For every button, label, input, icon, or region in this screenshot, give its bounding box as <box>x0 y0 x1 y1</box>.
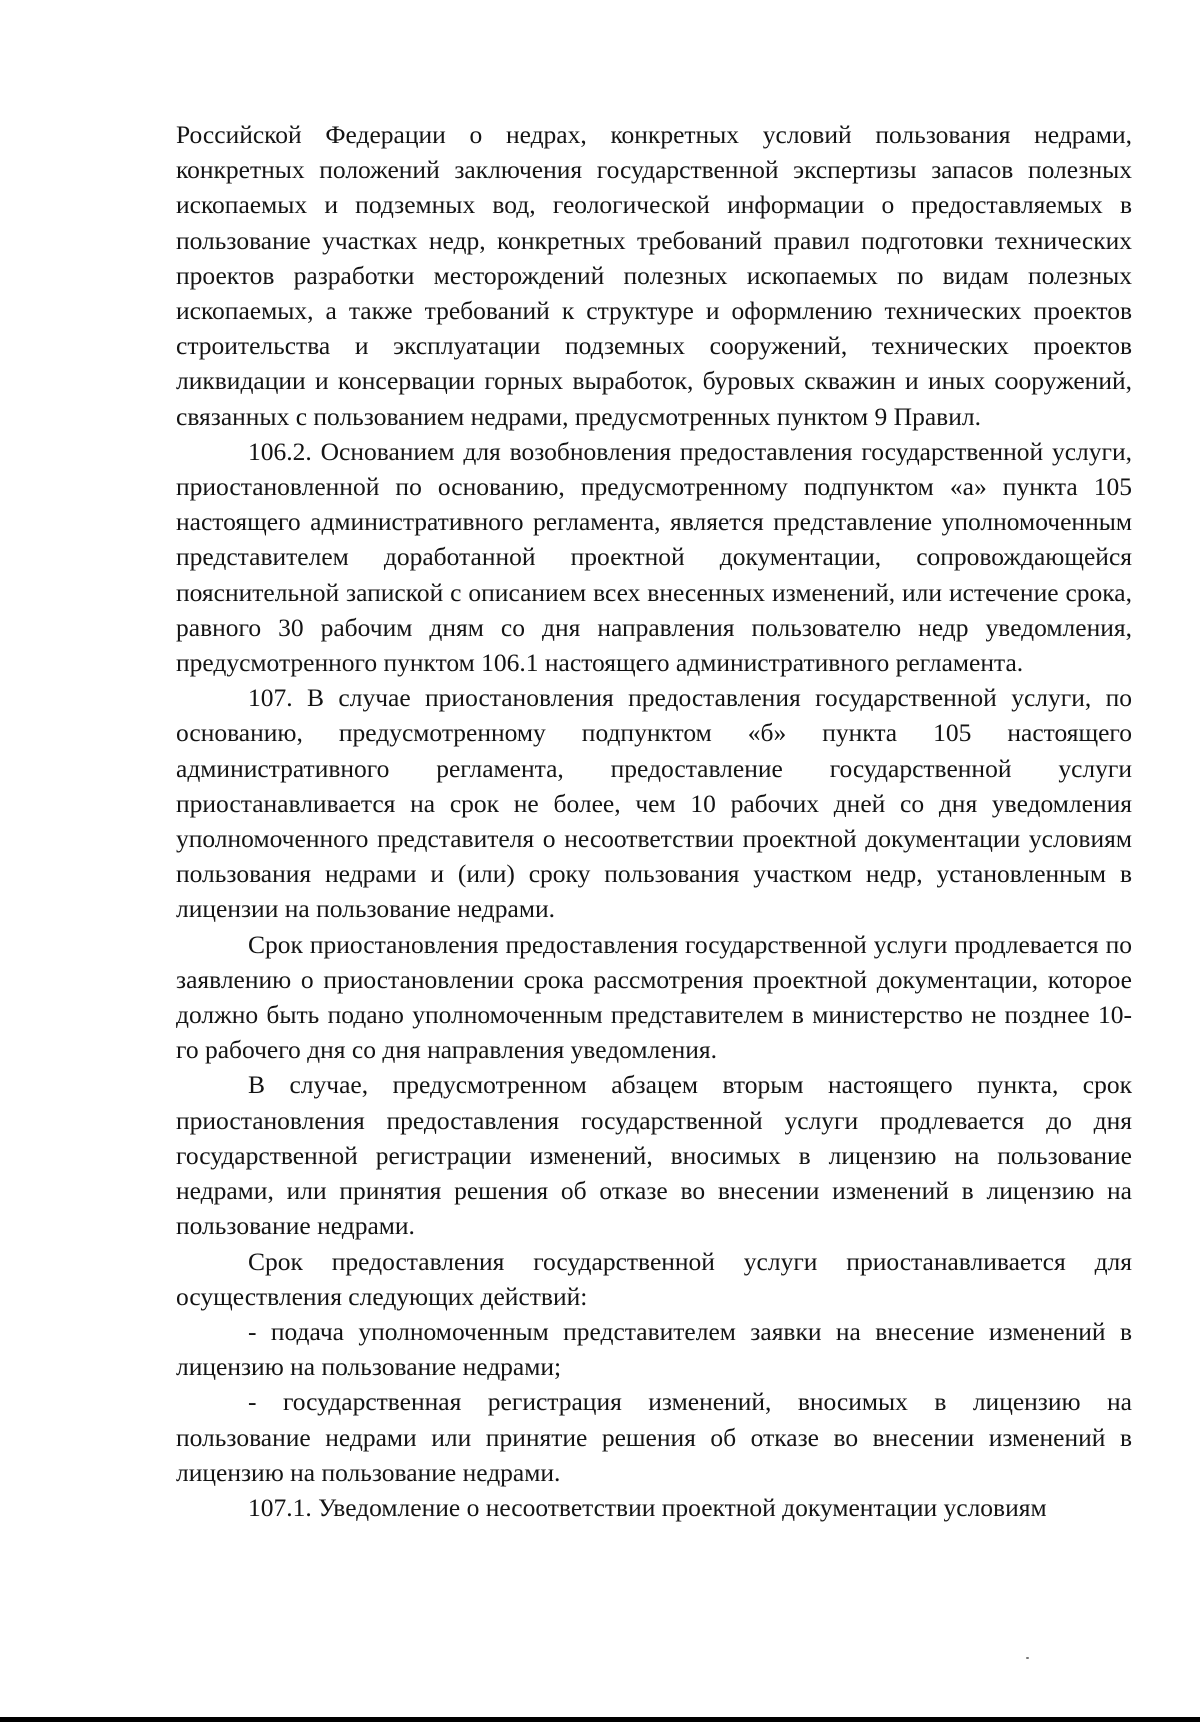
scan-speck <box>1026 1657 1029 1659</box>
paragraph-extension-case: В случае, предусмотренном абзацем вторым настоящего пункта, срок приостановления предоставления государственной услуги продлевается до дня государственной регистрации изменений, вносимых в лицензию на пользование недрами, или принятия решения об отказе во внесении изменений в лицензию на пользование недрами. <box>176 1070 1132 1241</box>
body-text <box>176 117 1132 1525</box>
paragraph-continuation: Российской Федерации о недрах, конкретных условий пользования недрами, конкретных положений заключения государственной экспертизы запасов полезных ископаемых и подземных вод, геологической информации о предоставляемых в пользование участках недр, конкретных требований правил подготовки технических проектов разработки месторождений полезных ископаемых по видам полезных ископаемых, а также требований к структуре и оформлению технических проектов строительства и эксплуатации подземных сооружений, технических проектов ликвидации и консервации горных выработок, буровых скважин и иных сооружений, связанных с пользованием недрами, предусмотренных пунктом 9 Правил. <box>176 120 1132 431</box>
list-item-registration: - государственная регистрация изменений, вносимых в лицензию на пользование недрами или принятие решения об отказе во внесении изменений в лицензию на пользование недрами. <box>176 1387 1132 1487</box>
paragraph-107: 107. В случае приостановления предоставления государственной услуги, по основанию, предусмотренному подпунктом «б» пункта 105 настоящего административного регламента, предоставление государственной услуги приостанавливается на срок не более, чем 10 рабочих дней со дня уведомления уполномоченного представителя о несоответствии проектной документации условиям пользования недрами и (или) сроку пользования участком недр, установленным в лицензии на пользование недрами. <box>176 683 1132 924</box>
paragraph-suspension-actions: Срок предоставления государственной услуги приостанавливается для осуществления следующих действий: <box>176 1246 1132 1311</box>
paragraph-107-1: 107.1. Уведомление о несоответствии проектной документации условиям <box>248 1492 1047 1522</box>
paragraph-suspension-extension: Срок приостановления предоставления государственной услуги продлевается по заявлению о приостановлении срока рассмотрения проектной документации, которое должно быть подано уполномоченным представителем в министерство не позднее 10-го рабочего дня со дня направления уведомления. <box>176 929 1132 1065</box>
paragraph-106-2: 106.2. Основанием для возобновления предоставления государственной услуги, приостановленной по основанию, предусмотренному подпунктом «а» пункта 105 настоящего административного регламента, является представление уполномоченным представителем доработанной проектной документации, сопровождающейся пояснительной запиской с описанием всех внесенных изменений, или истечение срока, равного 30 рабочим дням со дня направления пользователю недр уведомления, предусмотренного пунктом 106.1 настоящего административного регламента. <box>176 436 1132 678</box>
list-item-application: - подача уполномоченным представителем заявки на внесение изменений в лицензию на пользование недрами; <box>176 1316 1132 1382</box>
scan-bottom-edge <box>0 1717 1200 1722</box>
